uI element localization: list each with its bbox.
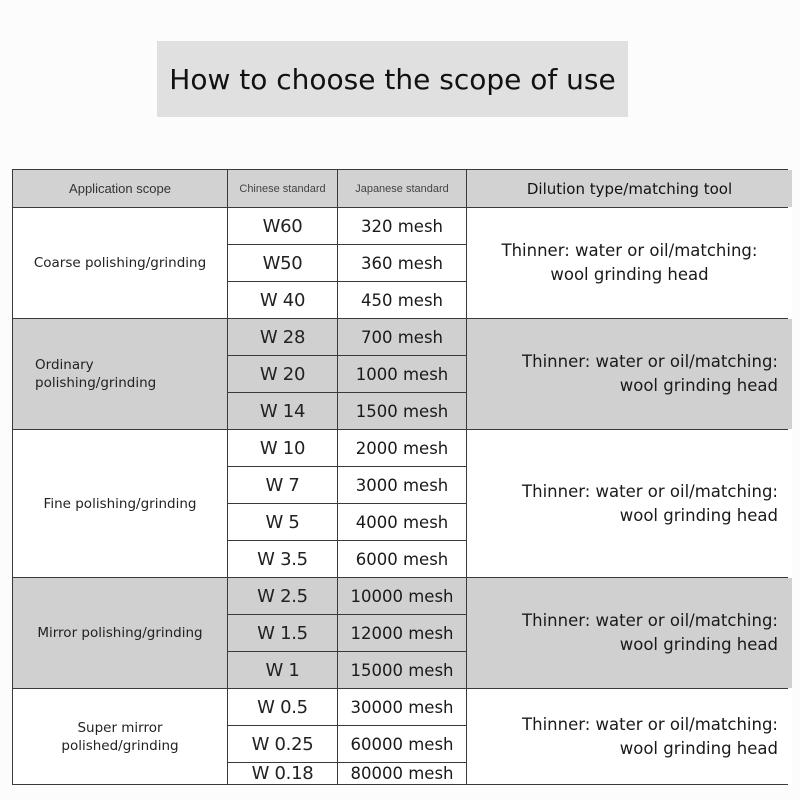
dilution-line-2: wool grinding head (619, 738, 778, 758)
dilution-line-1: Thinner: water or oil/matching: (522, 352, 778, 371)
grit-selection-table (12, 169, 788, 785)
dilution-cell-super-mirror (467, 689, 792, 784)
japanese-mesh-cell: 4000 mesh (338, 504, 466, 540)
chinese-grade-cell: W 10 (228, 430, 337, 466)
japanese-mesh-cell: 60000 mesh (338, 726, 466, 762)
dilution-line-1: Thinner: water or oil/matching: (522, 611, 778, 630)
japanese-mesh-cell: 1500 mesh (338, 393, 466, 429)
scope-cell-coarse: Coarse polishing/grinding (13, 208, 227, 318)
chinese-grade-cell: W 1 (228, 652, 337, 688)
page-title: How to choose the scope of use (157, 41, 628, 117)
chinese-grade-cell: W 1.5 (228, 615, 337, 651)
japanese-mesh-cell: 10000 mesh (338, 578, 466, 614)
scope-cell-mirror: Mirror polishing/grinding (13, 578, 227, 688)
japanese-mesh-cell: 1000 mesh (338, 356, 466, 392)
chinese-grade-cell: W 14 (228, 393, 337, 429)
chinese-grade-cell: W 2.5 (228, 578, 337, 614)
dilution-line-2: wool grinding head (619, 635, 778, 654)
scope-cell-fine: Fine polishing/grinding (13, 430, 227, 577)
chinese-grade-cell: W 20 (228, 356, 337, 392)
header-application-scope: Application scope (13, 170, 227, 207)
japanese-mesh-cell: 30000 mesh (338, 689, 466, 725)
dilution-line-2: wool grinding head (619, 505, 778, 525)
japanese-mesh-cell: 15000 mesh (338, 652, 466, 688)
japanese-mesh-cell: 6000 mesh (338, 541, 466, 577)
dilution-line-2: wool grinding head (619, 376, 778, 395)
dilution-line-1: Thinner: water or oil/matching: (522, 714, 778, 734)
chinese-grade-cell: W 5 (228, 504, 337, 540)
japanese-mesh-cell: 700 mesh (338, 319, 466, 355)
dilution-cell-fine (467, 430, 792, 577)
dilution-cell-mirror (467, 578, 792, 688)
chinese-grade-cell: W 0.18 (228, 763, 337, 784)
dilution-line-1: Thinner: water or oil/matching: (522, 481, 778, 501)
chinese-grade-cell: W 7 (228, 467, 337, 503)
chinese-grade-cell: W50 (228, 245, 337, 281)
japanese-mesh-cell: 2000 mesh (338, 430, 466, 466)
japanese-mesh-cell: 450 mesh (338, 282, 466, 318)
chinese-grade-cell: W 40 (228, 282, 337, 318)
scope-cell-super-mirror: Super mirror polished/grinding (13, 689, 227, 784)
chinese-grade-cell: W 0.5 (228, 689, 337, 725)
japanese-mesh-cell: 3000 mesh (338, 467, 466, 503)
header-japanese-standard: Japanese standard (338, 170, 466, 207)
scope-cell-ordinary: Ordinary polishing/grinding (13, 319, 227, 429)
chinese-grade-cell: W 28 (228, 319, 337, 355)
header-chinese-standard: Chinese standard (228, 170, 337, 207)
dilution-line-2: wool grinding head (550, 265, 709, 284)
header-dilution-type: Dilution type/matching tool (467, 170, 792, 207)
dilution-cell-coarse (467, 208, 792, 318)
chinese-grade-cell: W60 (228, 208, 337, 244)
chinese-grade-cell: W 0.25 (228, 726, 337, 762)
japanese-mesh-cell: 360 mesh (338, 245, 466, 281)
dilution-line-1: Thinner: water or oil/matching: (501, 241, 758, 260)
japanese-mesh-cell: 320 mesh (338, 208, 466, 244)
chinese-grade-cell: W 3.5 (228, 541, 337, 577)
japanese-mesh-cell: 12000 mesh (338, 615, 466, 651)
dilution-cell-ordinary (467, 319, 792, 429)
japanese-mesh-cell: 80000 mesh (338, 763, 466, 784)
